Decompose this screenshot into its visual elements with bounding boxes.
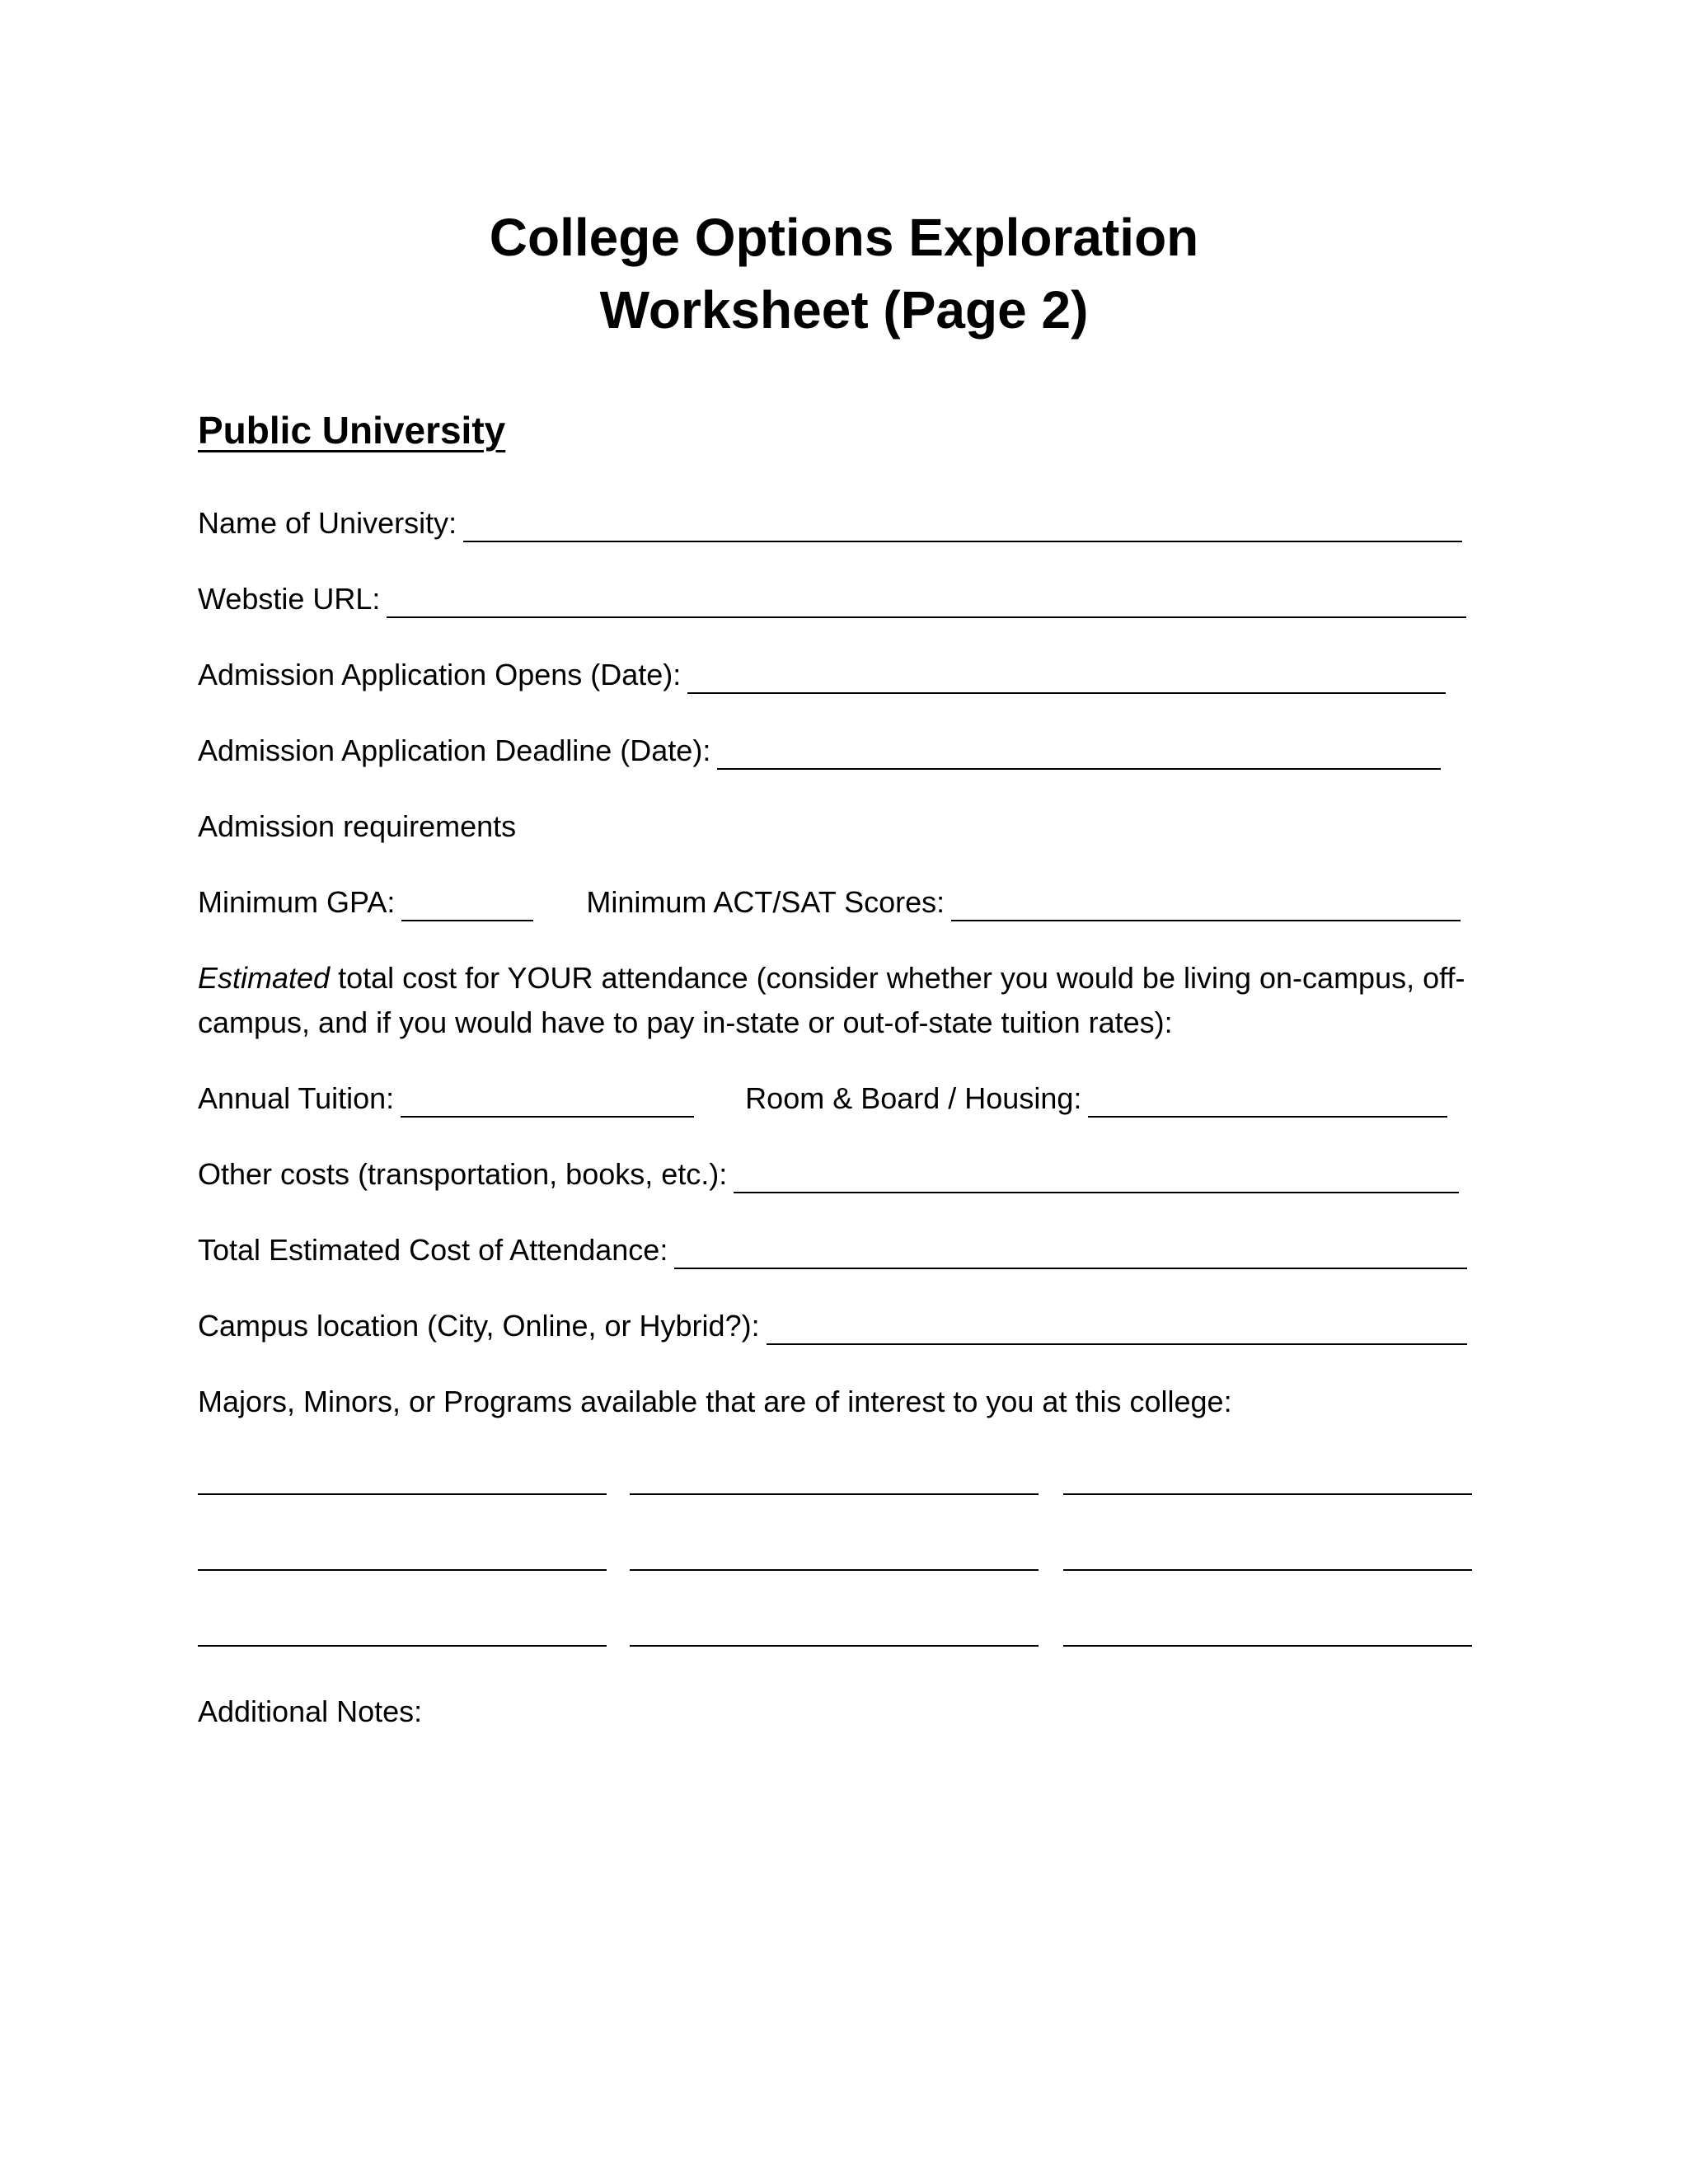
application-opens-blank[interactable] <box>687 664 1446 694</box>
name-of-university-label: Name of University: <box>198 506 457 540</box>
majors-blank[interactable] <box>198 1493 607 1495</box>
room-board-blank[interactable] <box>1088 1088 1447 1118</box>
section-heading: Public University <box>198 409 506 452</box>
page-title-line-2: Worksheet (Page 2) <box>599 280 1089 340</box>
minimums-row <box>198 883 1461 921</box>
other-costs-blank[interactable] <box>734 1164 1459 1193</box>
application-deadline-label: Admission Application Deadline (Date): <box>198 733 711 767</box>
majors-blank[interactable] <box>630 1569 1039 1571</box>
total-cost-row <box>198 1231 1467 1269</box>
estimated-cost-text: total cost for YOUR attendance (consider whether you would be living on-campus, off-campus, and if you would have to pay in-state or out-of-state tuition rates): <box>198 961 1465 1039</box>
tuition-housing-row <box>198 1080 1447 1118</box>
annual-tuition-label: Annual Tuition: <box>198 1081 395 1115</box>
majors-blank[interactable] <box>198 1645 607 1647</box>
additional-notes-label: Additional Notes: <box>198 1694 423 1728</box>
name-of-university-blank[interactable] <box>463 513 1462 542</box>
application-opens-label: Admission Application Opens (Date): <box>198 658 682 691</box>
campus-location-row <box>198 1307 1467 1345</box>
other-costs-label: Other costs (transportation, books, etc.): <box>198 1157 728 1191</box>
majors-blank[interactable] <box>630 1645 1039 1647</box>
other-costs-row <box>198 1155 1459 1193</box>
page-title-line-1: College Options Exploration <box>489 208 1199 267</box>
admission-requirements-label: Admission requirements <box>198 809 517 843</box>
majors-label: Majors, Minors, or Programs available that are of interest to you at this college: <box>198 1385 1232 1418</box>
estimated-emphasis: Estimated <box>198 961 331 995</box>
total-cost-label: Total Estimated Cost of Attendance: <box>198 1233 668 1267</box>
total-cost-blank[interactable] <box>674 1240 1467 1269</box>
admission-requirements-row <box>198 808 516 846</box>
majors-row <box>198 1383 1232 1421</box>
additional-notes-row <box>198 1693 422 1731</box>
minimum-gpa-blank[interactable] <box>401 892 533 921</box>
room-board-label: Room & Board / Housing: <box>745 1081 1082 1115</box>
majors-blank[interactable] <box>198 1569 607 1571</box>
annual-tuition-blank[interactable] <box>401 1088 694 1118</box>
minimum-gpa-label: Minimum GPA: <box>198 885 396 919</box>
website-url-label: Webstie URL: <box>198 582 381 616</box>
majors-blank[interactable] <box>1063 1645 1472 1647</box>
name-of-university-row <box>198 504 1462 542</box>
majors-blank[interactable] <box>1063 1569 1472 1571</box>
website-url-blank[interactable] <box>387 588 1466 618</box>
minimum-act-sat-label: Minimum ACT/SAT Scores: <box>586 885 945 919</box>
application-deadline-row <box>198 732 1441 770</box>
majors-blank[interactable] <box>630 1493 1039 1495</box>
minimum-act-sat-blank[interactable] <box>951 892 1461 921</box>
application-opens-row <box>198 656 1446 694</box>
application-deadline-blank[interactable] <box>717 740 1441 770</box>
majors-blank[interactable] <box>1063 1493 1472 1495</box>
campus-location-blank[interactable] <box>767 1315 1467 1345</box>
website-url-row <box>198 580 1466 618</box>
campus-location-label: Campus location (City, Online, or Hybrid?): <box>198 1309 760 1343</box>
estimated-cost-instructions <box>198 956 1484 1045</box>
